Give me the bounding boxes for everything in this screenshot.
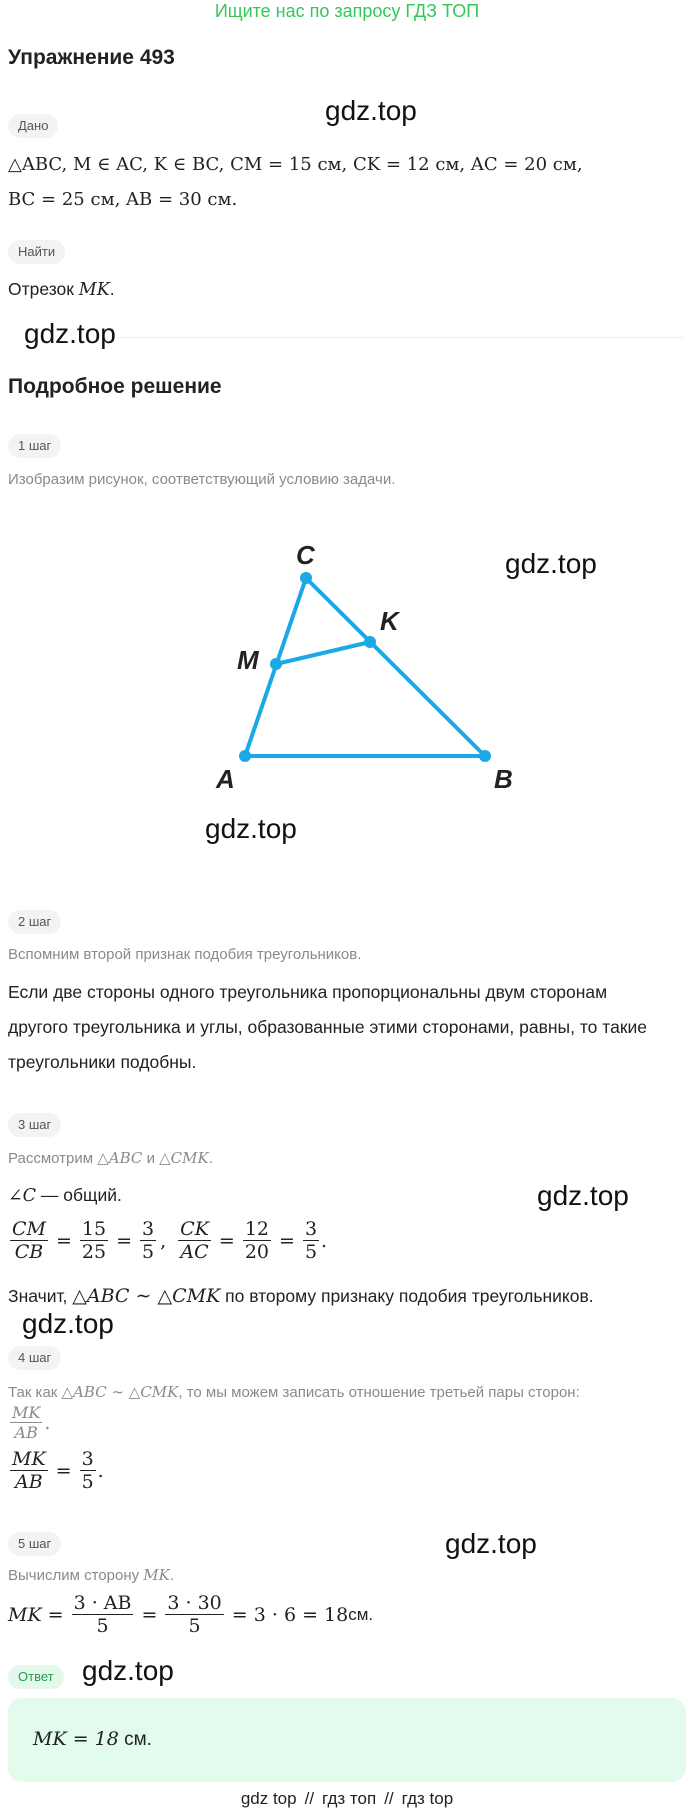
- denominator: AB: [14, 1423, 38, 1442]
- section-divider: [118, 337, 684, 338]
- find-chip: Найти: [8, 240, 65, 264]
- top-banner-link[interactable]: Ищите нас по запросу ГДЗ ТОП: [214, 1, 480, 21]
- step-3-ratio-formula: [8, 1218, 327, 1263]
- given-line-2: BC = 25 см, AB = 30 см.: [8, 189, 238, 210]
- step-2-chip: 2 шаг: [8, 910, 61, 934]
- watermark: gdz.top: [24, 318, 116, 349]
- numerator: 3: [304, 1218, 318, 1240]
- equals-sign: =: [116, 1229, 133, 1252]
- formula-unit: см.: [348, 1604, 374, 1624]
- given-chip: Дано: [8, 114, 58, 138]
- numerator: 3 · AB: [73, 1592, 132, 1614]
- numerator: 3: [142, 1218, 155, 1240]
- step-3-chip: 3 шаг: [8, 1113, 61, 1137]
- step-2-text: Вспомним второй признак подобия треугольников.: [8, 946, 362, 963]
- denominator: 5: [142, 1241, 155, 1263]
- fraction: [178, 1218, 211, 1263]
- watermark: gdz.top: [445, 1528, 537, 1559]
- period: .: [44, 1411, 51, 1434]
- point-a: [239, 750, 251, 762]
- numerator: MK: [12, 1403, 41, 1422]
- point-m: [270, 658, 282, 670]
- segment-mk: [276, 642, 370, 664]
- watermark: gdz.top: [505, 548, 597, 579]
- step-4-text-suffix: , то мы можем записать отношение третьей пары сторон:: [178, 1384, 580, 1401]
- answer-chip: Ответ: [8, 1665, 64, 1689]
- fraction: [80, 1218, 108, 1263]
- point-k: [364, 636, 376, 648]
- footer-link-gdz-top-ru[interactable]: гдз топ: [322, 1789, 377, 1808]
- step-4-text: [8, 1382, 580, 1403]
- denominator: 5: [81, 1471, 94, 1493]
- equals-sign: =: [55, 1459, 72, 1482]
- denominator: 5: [188, 1615, 201, 1637]
- numerator: CM: [12, 1218, 46, 1240]
- step-3-angle-text: — общий.: [36, 1185, 122, 1205]
- denominator: AB: [14, 1471, 43, 1493]
- equals-sign: =: [47, 1603, 64, 1626]
- point-b: [479, 750, 491, 762]
- equals-sign: =: [218, 1229, 235, 1252]
- numerator: 12: [244, 1218, 270, 1240]
- step-4-text-prefix: Так как: [8, 1384, 62, 1401]
- footer-link-gdz-top[interactable]: gdz top: [240, 1789, 297, 1808]
- footer-separator: //: [304, 1789, 315, 1808]
- step-3-concl-prefix: Значит,: [8, 1286, 73, 1306]
- answer-box: [8, 1698, 686, 1782]
- footer-link-gdz-top-mixed[interactable]: гдз top: [401, 1789, 454, 1808]
- answer-value: [33, 1728, 152, 1751]
- comma: ,: [160, 1229, 167, 1252]
- denominator: 5: [304, 1241, 318, 1263]
- watermark: gdz.top: [325, 95, 417, 126]
- step-4-formula: [8, 1448, 104, 1493]
- step-2-rule-line-1: Если две стороны одного треугольника пропорциональны двум сторонам: [8, 982, 608, 1002]
- numerator: MK: [12, 1448, 46, 1470]
- numerator: 15: [81, 1218, 107, 1240]
- solution-title: Подробное решение: [8, 375, 222, 398]
- footer-separator: //: [384, 1789, 394, 1808]
- step-3-text-t1: △ABC: [97, 1149, 143, 1167]
- formula-tail: = 3 · 6 = 18: [231, 1603, 349, 1626]
- watermark: gdz.top: [82, 1655, 174, 1686]
- fraction: [165, 1592, 223, 1637]
- find-text: [8, 272, 115, 308]
- given-line-1: △ABC, M ∈ AC, K ∈ BC, CM = 15 см, CK = 12 см, AC = 20 см,: [8, 154, 583, 175]
- step-3-concl-math: △ABC ∼ △CMK: [72, 1285, 221, 1307]
- fraction: [10, 1403, 42, 1442]
- step-5-formula: [8, 1592, 373, 1637]
- step-3-concl-suffix: по второму признаку подобия треугольников.: [220, 1286, 594, 1306]
- numerator: 3: [81, 1448, 94, 1470]
- step-3-angle: [8, 1178, 122, 1214]
- fraction: [72, 1592, 134, 1637]
- footer-links: [0, 1789, 694, 1809]
- fraction: [243, 1218, 271, 1263]
- find-text-prefix: Отрезок: [8, 279, 79, 299]
- step-3-text-prefix: Рассмотрим: [8, 1150, 98, 1167]
- period: .: [97, 1459, 104, 1482]
- fraction: [303, 1218, 319, 1263]
- step-2-rule-line-3: треугольники подобны.: [8, 1052, 197, 1072]
- step-3-text-t2: △CMK: [159, 1149, 209, 1167]
- step-2-rule-line-2: другого треугольника и углы, образованные этими сторонами, равны, то такие: [8, 1017, 647, 1037]
- step-1-chip: 1 шаг: [8, 434, 61, 458]
- watermark: gdz.top: [22, 1308, 114, 1339]
- label-c: C: [296, 540, 315, 570]
- label-a: A: [216, 764, 235, 794]
- fraction: [80, 1448, 96, 1493]
- step-1-text: Изобразим рисунок, соответствующий условию задачи.: [8, 471, 396, 488]
- answer-unit: см.: [118, 1729, 152, 1750]
- answer-math: MK = 18: [33, 1728, 119, 1750]
- point-c: [300, 572, 312, 584]
- watermark: gdz.top: [205, 813, 297, 844]
- step-5-text: [8, 1565, 174, 1586]
- step-5-text-prefix: Вычислим сторону: [8, 1567, 144, 1584]
- formula-lhs: MK: [8, 1603, 42, 1626]
- step-4-small-fraction: [8, 1403, 50, 1442]
- label-k: K: [380, 606, 399, 636]
- label-m: M: [237, 645, 259, 675]
- find-text-math: MK: [78, 280, 110, 300]
- denominator: 25: [81, 1241, 107, 1263]
- step-3-text-and: и: [142, 1150, 160, 1167]
- side-bc: [306, 578, 485, 756]
- numerator: 3 · 30: [167, 1592, 222, 1614]
- equals-sign: =: [56, 1229, 72, 1252]
- step-3-text-suffix: .: [208, 1150, 213, 1167]
- step-3-angle-math: ∠C: [8, 1186, 37, 1206]
- step-5-text-math: MK: [143, 1566, 170, 1584]
- fraction: [10, 1218, 48, 1263]
- label-b: B: [494, 764, 513, 794]
- numerator: CK: [180, 1218, 209, 1240]
- fraction: [10, 1448, 48, 1493]
- equals-sign: =: [141, 1603, 158, 1626]
- step-5-chip: 5 шаг: [8, 1532, 61, 1556]
- period: .: [321, 1229, 328, 1252]
- denominator: AC: [180, 1241, 209, 1263]
- step-4-chip: 4 шаг: [8, 1346, 61, 1370]
- watermark: gdz.top: [537, 1180, 629, 1211]
- step-3-text: [8, 1148, 213, 1169]
- denominator: 20: [244, 1241, 270, 1263]
- denominator: CB: [14, 1241, 44, 1263]
- fraction: [140, 1218, 156, 1263]
- step-4-text-math: △ABC ∼ △CMK: [61, 1383, 179, 1401]
- step-5-text-suffix: .: [169, 1567, 175, 1584]
- page-title: Упражнение 493: [8, 46, 175, 69]
- denominator: 5: [96, 1615, 109, 1637]
- equals-sign: =: [279, 1229, 295, 1252]
- find-text-suffix: .: [109, 279, 115, 299]
